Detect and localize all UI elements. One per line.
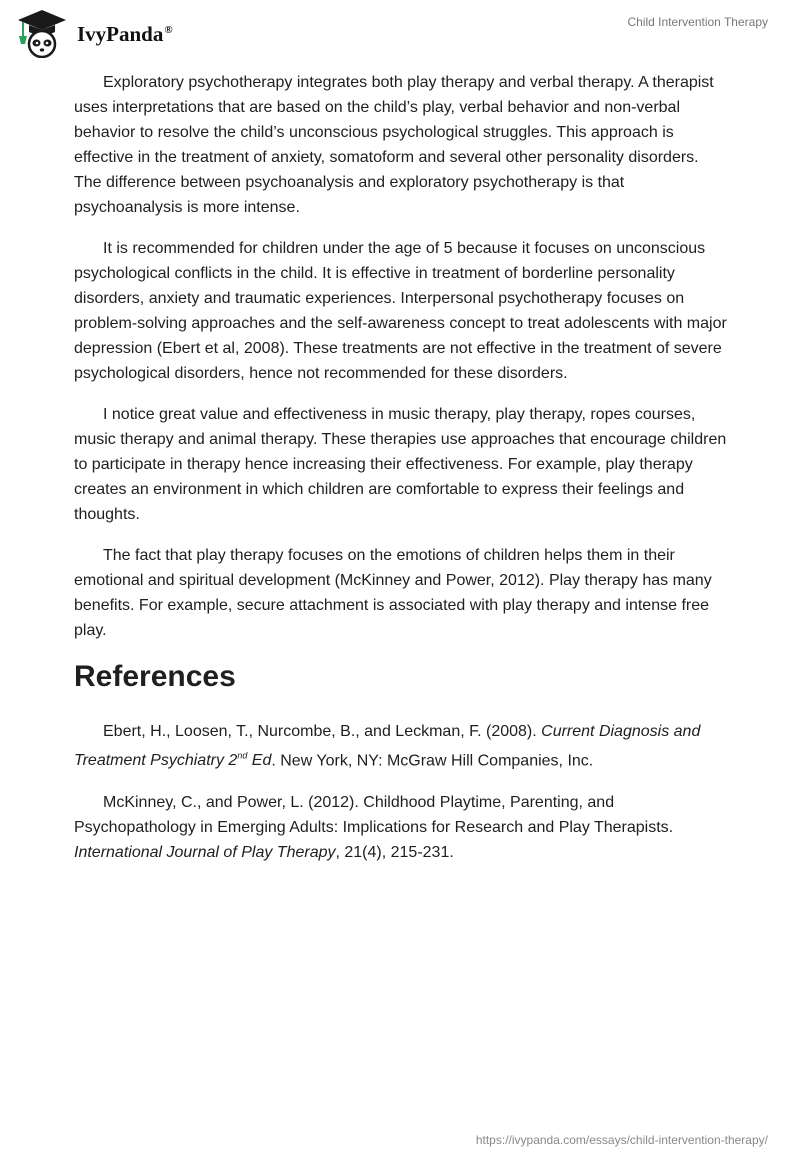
- source-url[interactable]: https://ivypanda.com/essays/child-intervention-therapy/: [475, 1133, 768, 1147]
- registered-mark: ®: [164, 23, 173, 36]
- brand-name: IvyPanda®: [77, 21, 173, 46]
- paragraph: The fact that play therapy focuses on the emotions of children helps them in their emotional and spiritual development (McKinney and Power, 2012). Play therapy has many benefits. For example, secure attachment is associated with play therapy and intense free play.: [74, 547, 712, 639]
- document-title: Child Intervention Therapy: [627, 15, 768, 29]
- panda-graduate-icon: [16, 8, 68, 58]
- paragraph: Exploratory psychotherapy integrates both play therapy and verbal therapy. A therapist uses interpretations that are based on the child’s play, verbal behavior and non-verbal behavior to resolve the child’s unconscious psychological struggles. This approach is effective in the treatment of anxiety, somatoform and several other personality disorders. The difference between psychoanalysis and exploratory psychotherapy is that psychoanalysis is more intense.: [74, 74, 714, 216]
- reference-entry: McKinney, C., and Power, L. (2012). Childhood Playtime, Parenting, and Psychopathology in Emerging Adults: Implications for Research and Play Therapists. International Journal of Play Therapy, 21(4), 215-231.: [74, 794, 674, 862]
- reference-journal: International Journal of Play Therapy: [74, 844, 336, 862]
- paragraph: I notice great value and effectiveness in music therapy, play therapy, ropes courses, music therapy and animal therapy. These therapies use approaches that encourage children to participate in therapy hence increasing their effectiveness. For example, play therapy creates an environment in which children are comfortable to express their feelings and thoughts.: [74, 406, 727, 523]
- paragraph: It is recommended for children under the age of 5 because it focuses on unconscious psychological conflicts in the child. It is effective in treatment of borderline personality disorders, anxiety and traumatic experiences. Interpersonal psychotherapy focuses on problem-solving approaches and the self-awareness concept to treat adolescents with major depression (Ebert et al, 2008). These treatments are not effective in the treatment of severe psychological disorders, hence not recommended for these disorders.: [74, 240, 727, 382]
- reference-book-title: Current Diagnosis and Treatment Psychiatry 2nd Ed: [74, 723, 701, 770]
- essay-body: [74, 70, 730, 882]
- ivypanda-logo[interactable]: [16, 8, 173, 58]
- references-heading: References: [74, 660, 236, 693]
- page-header: [0, 0, 800, 64]
- reference-entry: Ebert, H., Loosen, T., Nurcombe, B., and Leckman, F. (2008). Current Diagnosis and Treatment Psychiatry 2nd Ed. New York, NY: McGraw Hill Companies, Inc.: [74, 723, 701, 770]
